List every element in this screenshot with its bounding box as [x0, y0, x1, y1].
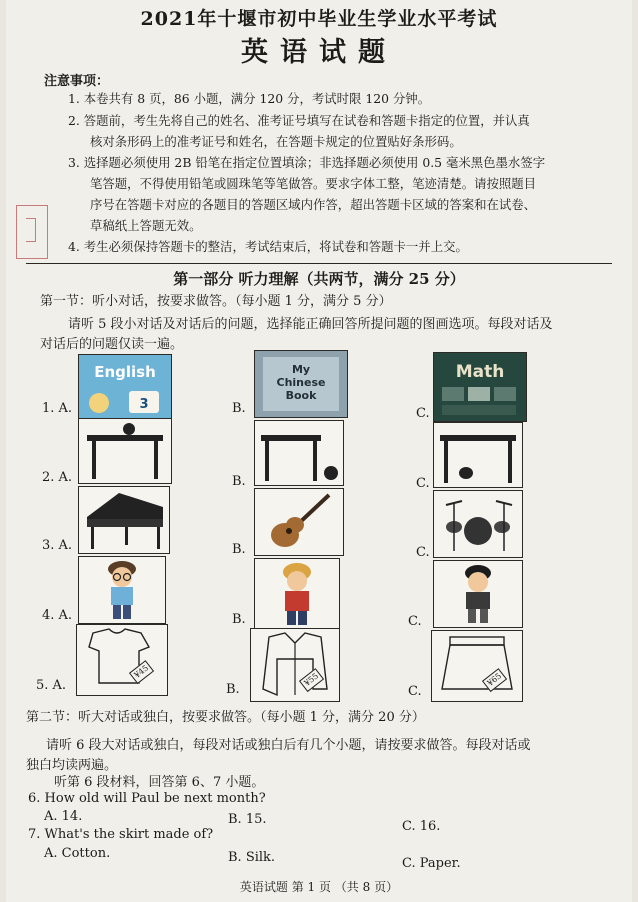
notice-line-3: 核对条形码上的准考证号和姓名，在答题卡规定的位置贴好条形码。 [90, 134, 462, 149]
tshirt-icon [77, 625, 167, 695]
q1-option-a-english-book[interactable] [78, 354, 172, 420]
section1-intro-2: 对话后的问题仅读一遍。 [40, 337, 184, 352]
q3-label: 3. A. [42, 538, 73, 553]
q4-c-label: C. [408, 614, 422, 629]
subject-title: 英语试题 [241, 37, 397, 68]
q4-b-label: B. [232, 612, 246, 627]
exam-title: 2021年十堰市初中毕业生学业水平考试 [140, 8, 498, 30]
q3-b-label: B. [232, 542, 246, 557]
notice-heading: 注意事项： [44, 74, 110, 89]
q3-c-label: C. [416, 545, 430, 560]
red-seal-stamp [16, 205, 48, 259]
exam-page [6, 0, 632, 902]
q1-option-b-chinese-book[interactable] [254, 350, 348, 418]
q2-option-b-ball-beside-table[interactable] [254, 420, 344, 486]
table-ball-beside-icon [255, 421, 343, 485]
svg-text:Book: Book [285, 389, 317, 402]
q1-c-label: C. [416, 406, 430, 421]
q2-b-label: B. [232, 474, 246, 489]
material-6-instruction: 听第 6 段材料，回答第 6、7 小题。 [54, 775, 265, 790]
q4-option-c-boy-dark-hair[interactable] [433, 560, 523, 628]
drum-kit-icon [434, 491, 522, 557]
section1-heading: 第一节：听小对话，按要求做答。（每小题 1 分，满分 5 分） [40, 294, 392, 309]
english-book-icon [79, 355, 171, 419]
q6-option-b[interactable]: B. 15. [228, 812, 267, 827]
q5-option-b-shirt[interactable] [250, 628, 340, 702]
section2-intro-1: 请听 6 段大对话或独白，每段对话或独白后有几个小题，请按要求做答。每段对话或 [46, 738, 531, 753]
q7-stem: 7. What's the skirt made of? [28, 827, 214, 842]
table-ball-under-icon [434, 423, 522, 487]
q6-stem: 6. How old will Paul be next month? [28, 791, 266, 806]
notice-line-7: 草稿纸上答题无效。 [90, 218, 202, 233]
notice-line-5: 笔答题，不得使用铅笔或圆珠笔等笔做答。要求字体工整，笔迹清楚。请按照题目 [90, 176, 537, 191]
q1-b-label: B. [232, 401, 246, 416]
section1-intro-1: 请听 5 段小对话及对话后的问题，选择能正确回答所提问题的图画选项。每段对话及 [68, 317, 553, 332]
q3-option-c-drums[interactable] [433, 490, 523, 558]
section2-intro-2: 独白均读两遍。 [26, 758, 118, 773]
svg-text:Chinese: Chinese [276, 376, 326, 389]
table-ball-on-top-icon [79, 419, 171, 483]
q1-option-c-math-book[interactable] [433, 352, 527, 422]
svg-text:My: My [291, 363, 311, 376]
q3-option-a-piano[interactable] [78, 486, 170, 554]
blond-boy-icon [255, 559, 339, 629]
q5-c-label: C. [408, 684, 422, 699]
q5-label: 5. A. [36, 678, 67, 693]
part1-title: 第一部分 听力理解（共两节，满分 25 分） [173, 270, 465, 288]
shirt-icon [251, 629, 339, 701]
dark-hair-boy-icon [434, 561, 522, 627]
page-footer: 英语试题 第 1 页 （共 8 页） [239, 880, 399, 894]
math-book-icon [434, 353, 526, 421]
price-tag-b: ¥55 [299, 668, 324, 692]
q4-option-b-boy-blond[interactable] [254, 558, 340, 630]
q6-option-a[interactable]: A. 14. [44, 809, 83, 824]
price-tag-c: ¥65 [482, 668, 507, 692]
q7-option-b[interactable]: B. Silk. [228, 850, 276, 865]
q2-option-a-ball-on-table[interactable] [78, 418, 172, 484]
q2-c-label: C. [416, 476, 430, 491]
svg-text:3: 3 [139, 397, 149, 412]
boy-with-glasses-icon [79, 557, 165, 623]
q4-option-a-boy-glasses[interactable] [78, 556, 166, 624]
svg-text:English: English [94, 363, 156, 381]
notice-line-1: 1. 本卷共有 8 页，86 小题，满分 120 分，考试时限 120 分钟。 [68, 91, 431, 106]
svg-text:Math: Math [455, 362, 505, 382]
q2-label: 2. A. [42, 470, 73, 485]
chinese-book-icon [255, 351, 347, 417]
q7-option-a[interactable]: A. Cotton. [44, 846, 111, 861]
q3-option-b-guitar[interactable] [254, 488, 344, 556]
q6-option-c[interactable]: C. 16. [402, 819, 441, 834]
q4-label: 4. A. [42, 608, 73, 623]
guitar-icon [255, 489, 343, 555]
q5-b-label: B. [226, 682, 240, 697]
q5-option-c-skirt[interactable] [431, 630, 523, 702]
piano-icon [79, 487, 169, 553]
skirt-icon [432, 631, 522, 701]
q1-label: 1. A. [42, 401, 73, 416]
q5-option-a-tshirt[interactable] [76, 624, 168, 696]
notice-line-4: 3. 选择题必须使用 2B 铅笔在指定位置填涂；非选择题必须使用 0.5 毫米黑色墨水签字 [68, 155, 546, 170]
divider-line [26, 263, 612, 264]
price-tag-a: ¥45 [129, 660, 154, 684]
q7-option-c[interactable]: C. Paper. [402, 856, 461, 871]
q2-option-c-ball-under-table[interactable] [433, 422, 523, 488]
notice-line-2: 2. 答题前，考生先将自己的姓名、准考证号填写在试卷和答题卡指定的位置，并认真 [68, 113, 530, 128]
section2-heading: 第二节：听大对话或独白，按要求做答。（每小题 1 分，满分 20 分） [26, 710, 425, 725]
notice-line-8: 4. 考生必须保持答题卡的整洁，考试结束后，将试卷和答题卡一并上交。 [68, 239, 468, 254]
notice-line-6: 序号在答题卡对应的各题目的答题区域内作答，超出答题卡区域的答案和在试卷、 [90, 197, 537, 212]
